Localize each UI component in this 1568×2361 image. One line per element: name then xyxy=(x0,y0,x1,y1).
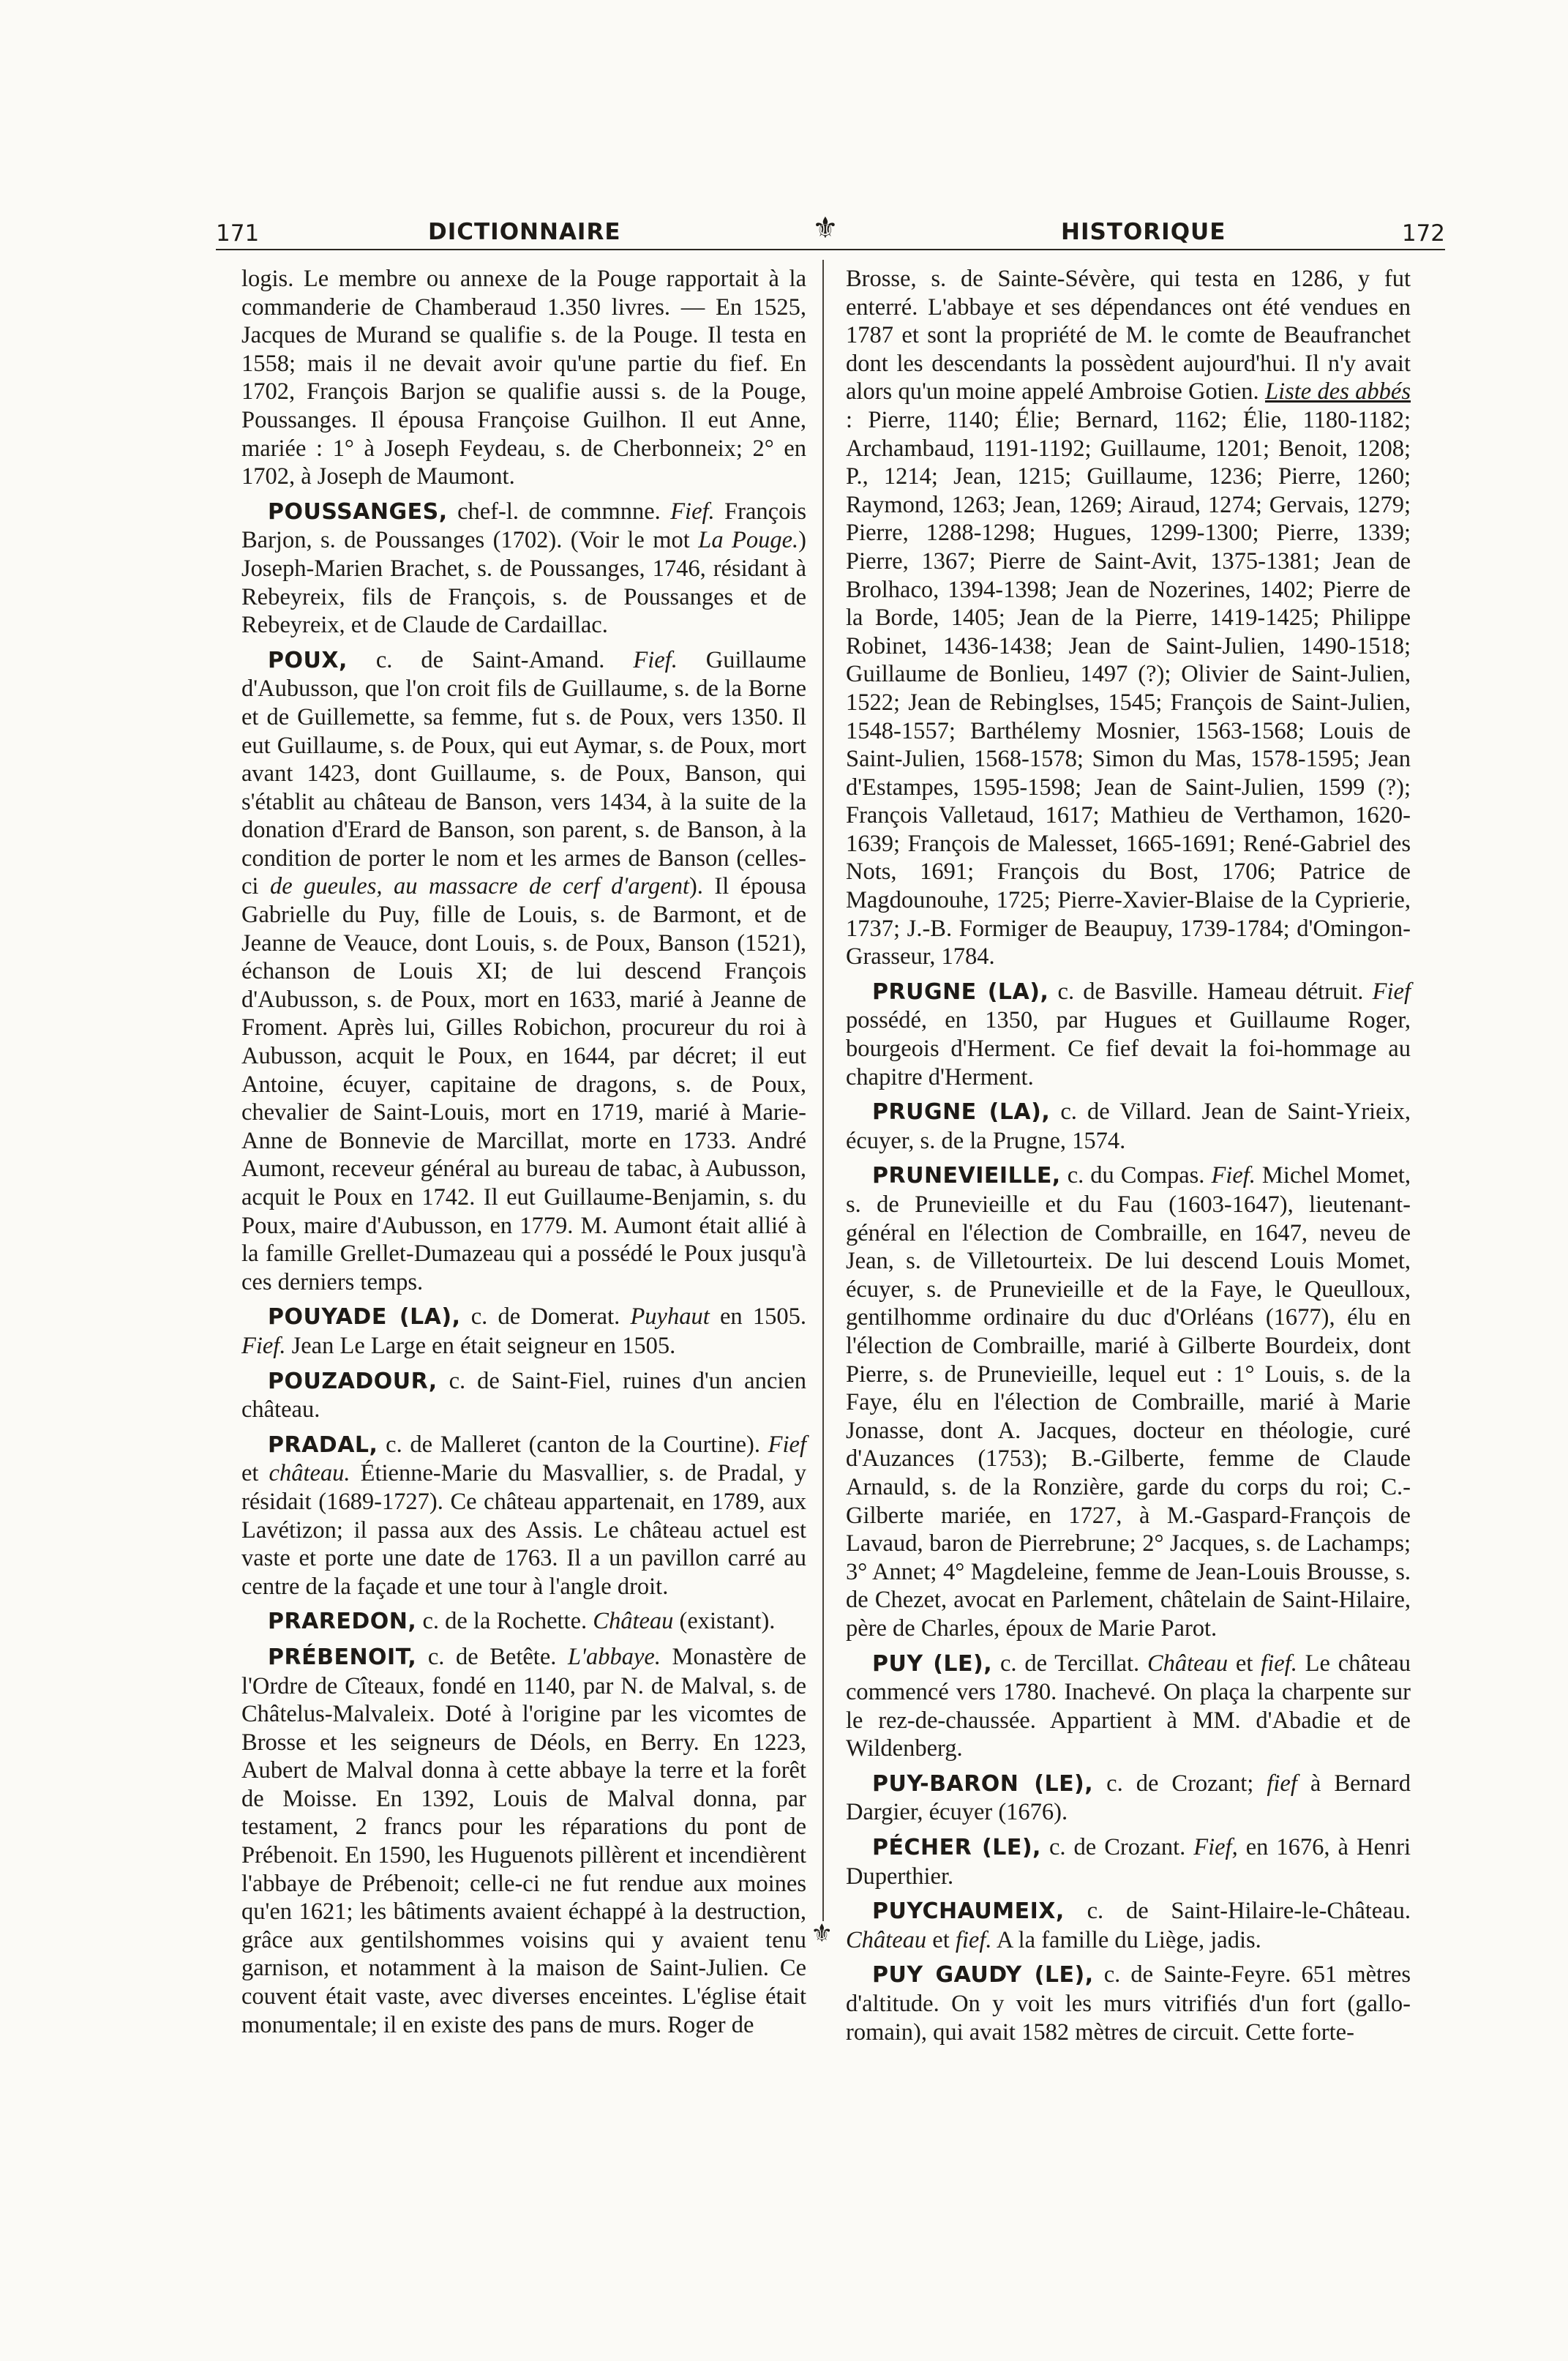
entry-praredon xyxy=(241,1607,806,1636)
entry-text: c. de Crozant; xyxy=(1093,1770,1267,1797)
entry-headword: PUY GAUDY (LE), xyxy=(872,1962,1094,1988)
entry-text: c. de Villard. Jean de Saint-Yrieix, écuyer, s. de la Prugne, 1574. xyxy=(846,1099,1411,1154)
entry-prugne-villard xyxy=(846,1098,1411,1155)
header-rule xyxy=(216,249,1445,250)
entry-text: c. de la Rochette. xyxy=(416,1608,593,1635)
entry-puy-baron xyxy=(846,1770,1411,1827)
entry-text: c. de Betête. xyxy=(416,1643,568,1670)
entry-headword: PRÉBENOIT, xyxy=(268,1644,417,1670)
entry-text: en 1676, à Henri Duperthier. xyxy=(846,1834,1411,1890)
entry-italic: La Pouge. xyxy=(698,527,799,554)
entry-italic: fief. xyxy=(955,1926,992,1953)
page-header xyxy=(216,214,1445,251)
entry-text: c. de Saint-Amand. xyxy=(347,646,634,673)
entry-pecher xyxy=(846,1833,1411,1890)
entry-text: Le château commencé vers 1780. Inachevé. On plaça la charpente sur le rez-de-chaussée. Appartient à MM. d'Abadie et de Wildenberg. xyxy=(846,1650,1411,1762)
entry-pradal xyxy=(241,1431,806,1601)
entry-italic: Liste des abbés xyxy=(1265,378,1411,405)
entry-italic: fief. xyxy=(1261,1650,1297,1677)
entry-text: possédé, en 1350, par Hugues et Guillaume Roger, bourgeois d'Herment. Ce fief devait la foi-hommage au chapitre d'Herment. xyxy=(846,1007,1411,1090)
entry-headword: POUSSANGES, xyxy=(268,498,448,525)
entry-text: c. de Sainte-Feyre. 651 mètres d'altitude. On y voit les murs vitrifiés d'un fort (gallo-romain), qui avait 1582 mètres de circuit. Cette forte- xyxy=(846,1961,1411,2046)
entry-headword: PÉCHER (LE), xyxy=(872,1835,1041,1861)
running-title-left: DICTIONNAIRE xyxy=(428,219,621,245)
entry-text: c. de Saint-Hilaire-le-Château. xyxy=(1064,1898,1411,1925)
entry-text: chef-l. de commnne. xyxy=(447,498,671,525)
entry-headword: PUY-BARON (LE), xyxy=(872,1770,1094,1797)
entry-italic: Fief xyxy=(768,1431,806,1458)
entry-continuation: logis. Le membre ou annexe de la Pouge rapportait à la commanderie de Chamberaud 1.350 livres. — En 1525, Jacques de Murand se qualifie s. de la Pouge. Il testa en 1558; mais il ne devait avoir qu'une partie du fief. En 1702, François Barjon se qualifie aussi s. de la Pouge, Poussanges. Il épousa Françoise Guilhon. Il eut Anne, mariée : 1° à Joseph Feydeau, s. de Cherbonneix; 2° en 1702, à Joseph de Maumont. xyxy=(241,266,806,490)
entry-text: : Pierre, 1140; Élie; Bernard, 1162; Élie, 1180-1182; Archambaud, 1191-1192; Guillaume, 1201; Benoit, 1208; P., 1214; Jean, 1215; Guillaume, 1236; Pierre, 1260; Raymond, 1263; Jean, 1269; Airaud, 1274; Gervais, 1279; Pierre, 1288-1298; Hugues, 1299-1300; Pierre, 1339; Pierre, 1367; Pierre de Saint-Avit, 1375-1381; Jean de Brolhaco, 1394-1398; Jean de Nozerines, 1402; Pierre de la Borde, 1405; Jean de la Pierre, 1419-1425; Philippe Robinet, 1436-1438; Jean de Saint-Julien, 1490-1518; Guillaume de Bonlieu, 1497 (?); Olivier de Saint-Julien, 1522; Jean de Rebinglses, 1545; François de Saint-Julien, 1548-1557; Barthélemy Mosnier, 1563-1568; Louis de Saint-Julien, 1568-1578; Simon du Mas, 1578-1595; Jean d'Estampes, 1595-1598; Jean de Saint-Julien, 1599 (?); François Valletaud, 1617; Mathieu de Verthamon, 1620-1639; François de Malesset, 1665-1691; René-Gabriel des Nots, 1691; François du Bost, 1706; Patrice de Magdounouhe, 1725; Pierre-Xavier-Blaise de la Cyprierie, 1737; J.-B. Formiger de Beaupuy, 1739-1784; d'Omingon-Grasseur, 1784. xyxy=(846,406,1411,970)
entry-italic: Château xyxy=(1147,1650,1228,1677)
entry-italic: L'abbaye. xyxy=(567,1643,661,1670)
column-divider xyxy=(822,260,824,1921)
entry-italic: Fief. xyxy=(633,646,678,673)
entry-text: Brosse, s. de Sainte-Sévère, qui testa en 1286, y fut enterré. L'abbaye et ses dépendances ont été vendues en 1787 et sont la propriété de M. le comte de Beaufranchet dont les descendants la possèdent aujourd'hui. Il n'y avait alors qu'un moine appelé Ambroise Gotien. xyxy=(846,266,1411,405)
running-title-right: HISTORIQUE xyxy=(1061,219,1226,245)
page-number-right: 172 xyxy=(1401,220,1445,247)
entry-italic: Fief. xyxy=(670,498,715,525)
entry-headword: PRUGNE (LA), xyxy=(872,1099,1051,1126)
entry-poux xyxy=(241,646,806,1297)
entry-text: c. de Malleret (canton de la Courtine). xyxy=(378,1431,768,1458)
entry-text: François Barjon, s. de Poussanges (1702). (Voir le mot xyxy=(241,498,806,554)
entry-headword: PUY (LE), xyxy=(872,1650,993,1677)
entry-headword: PRADAL, xyxy=(268,1432,378,1458)
entry-puy xyxy=(846,1650,1411,1763)
entry-poussanges xyxy=(241,498,806,640)
entry-italic: fief xyxy=(1267,1770,1297,1797)
entry-text: c. de Domerat. xyxy=(460,1303,631,1331)
entry-text: c. de Tercillat. xyxy=(992,1650,1147,1677)
entry-headword: POUZADOUR, xyxy=(268,1368,438,1394)
entry-text: et xyxy=(926,1926,956,1953)
entry-prebenoit xyxy=(241,1643,806,2039)
entry-text: ). Il épousa Gabrielle du Puy, fille de Louis, s. de Barmont, et de Jeanne de Veauce, dont Louis, s. de Poux, Banson (1521), échanson de Louis XI; de lui descend François d'Aubusson, s. de Poux, mort en 1633, marié à Jeanne de Froment. Après lui, Gilles Robichon, procureur du roi à Aubusson, acquit le Poux, en 1644, par décret; il eut Antoine, écuyer, capitaine de dragons, s. de Poux, chevalier de Saint-Louis, mort en 1719, marié à Marie-Anne de Bonnevie de Marcillat, morte en 1733. André Aumont, receveur général au bureau de tabac, à Aubusson, acquit le Poux en 1742. Il eut Guillaume-Benjamin, s. du Poux, maire d'Aubusson, en 1779. M. Aumont était allié à la famille Grellet-Dumazeau qui a possédé le Poux jusqu'à ces derniers temps. xyxy=(241,873,806,1295)
entry-text: Michel Momet, s. de Prunevieille et du Fau (1603-1647), lieutenant-général en l'élection de Combraille, en 1647, neveu de Jean, s. de Villetourteix. De lui descend Louis Momet, écuyer, s. de Prunevieille et de la Faye, le Queulloux, gentilhomme ordinaire du duc d'Orléans (1677), élu en l'élection de Combraille, marié à Gilberte Bourdeix, dont Pierre, s. de Prunevieille, lequel eut : 1° Louis, s. de la Faye, élu en l'élection de Combraille, marié à Marie Jonasse, dont A. Jacques, docteur en théologie, curé d'Auzances (1753); B.-Gilberte, femme de Claude Arnauld, s. de la Ronzière, garde du corps du roi; C.-Gilberte mariée, en 1727, à M.-Gaspard-François de Lavaud, baron de Pierrebrune; 2° Jacques, s. de Lachamps; 3° Annet; 4° Magdeleine, femme de Jean-Louis Brousse, s. de Chezet, avocat en Parlement, châtelain de Saint-Hilaire, père de Charles, époux de Marie Parot. xyxy=(846,1162,1411,1642)
entry-continuation xyxy=(846,265,1411,971)
entry-headword: POUX, xyxy=(268,647,348,673)
entry-text: Jean Le Large en était seigneur en 1505. xyxy=(285,1332,676,1359)
entry-text: en 1505. xyxy=(709,1303,806,1331)
page-number-left: 171 xyxy=(216,220,260,247)
entry-italic: Château xyxy=(846,1926,927,1953)
entry-italic: Fief. xyxy=(1211,1162,1256,1189)
entry-italic: Château xyxy=(593,1608,674,1635)
entry-headword: PUYCHAUMEIX, xyxy=(872,1898,1065,1925)
entry-italic: Fief xyxy=(1372,978,1411,1005)
entry-pouyade xyxy=(241,1303,806,1360)
entry-prunevieille xyxy=(846,1161,1411,1642)
entry-italic: Fief, xyxy=(1193,1834,1238,1861)
right-column xyxy=(846,265,1411,2053)
entry-text: (existant). xyxy=(673,1608,776,1635)
divider-ornament-icon: ⚜ xyxy=(811,1920,833,1947)
fleur-de-lis-icon: ⚜ xyxy=(812,212,839,245)
entry-text: c. de Saint-Fiel, ruines d'un ancien château. xyxy=(241,1367,806,1423)
entry-headword: PRUGNE (LA), xyxy=(872,979,1049,1005)
entry-text: et xyxy=(1228,1650,1261,1677)
entry-italic: Puyhaut xyxy=(630,1303,710,1331)
entry-text: Étienne-Marie du Masvallier, s. de Pradal, y résidait (1689-1727). Ce château appartenait, en 1789, aux Lavétizon; il passa aux des Assis. Le château actuel est vaste et porte une date de 1763. Il a un pavillon carré au centre de la façade et une tour à l'angle droit. xyxy=(241,1460,806,1600)
entry-text: A la famille du Liège, jadis. xyxy=(991,1926,1261,1953)
entry-headword: PRAREDON, xyxy=(268,1609,417,1635)
entry-pouzadour xyxy=(241,1367,806,1424)
entry-text: c. de Crozant. xyxy=(1040,1834,1194,1861)
entry-headword: POUYADE (LA), xyxy=(268,1304,461,1331)
entry-text: Monastère de l'Ordre de Cîteaux, fondé en 1140, par N. de Malval, s. de Châtelus-Malvaleix. Doté à l'origine par les vicomtes de Brosse et les seigneurs de Déols, en Berry. En 1223, Aubert de Malval donna à cette abbaye la terre et la forêt de Moisse. En 1392, Louis de Malval donna, par testament, 2 francs pour les réparations du pont de Prébenoit. En 1590, les Huguenots pillèrent et incendièrent l'abbaye de Prébenoit; celle-ci ne fut rendue aux moines qu'en 1621; les bâtiments avaient échappé à la destruction, grâce aux gentilshommes voisins qui y avaient tenu garnison, et notamment à la maison de Saint-Julien. Ce couvent était vaste, avec diverses enceintes. L'église était monumentale; il en existe des pans de murs. Roger de xyxy=(241,1643,806,2038)
entry-italic: Fief. xyxy=(241,1332,286,1359)
entry-text: c. du Compas. xyxy=(1060,1162,1212,1189)
entry-text: Guillaume d'Aubusson, que l'on croit fils de Guillaume, s. de la Borne et de Guillemette, sa femme, fut s. de Poux, vers 1350. Il eut Guillaume, s. de Poux, qui eut Aymar, s. de Poux, mort avant 1423, dont Guillaume, s. de Poux, Banson, qui s'établit au château de Banson, vers 1434, à la suite de la donation d'Erard de Banson, son parent, s. de Banson, à la condition de porter le nom et les armes de Banson (celles-ci xyxy=(241,646,806,900)
entry-headword: PRUNEVIEILLE, xyxy=(872,1163,1061,1189)
entry-text: et xyxy=(241,1460,269,1487)
left-column xyxy=(241,265,806,2046)
entry-puychaumeix xyxy=(846,1897,1411,1954)
entry-italic: de gueules, au massacre de cerf d'argent xyxy=(269,873,689,900)
entry-text: ) Joseph-Marien Brachet, s. de Poussanges, 1746, résidant à Rebeyreix, fils de François, s. de Poussanges et de Rebeyreix, et de Claude de Cardaillac. xyxy=(241,527,806,639)
entry-text: à Bernard Dargier, écuyer (1676). xyxy=(846,1770,1411,1826)
entry-italic: château. xyxy=(269,1460,350,1487)
entry-prugne-basville xyxy=(846,978,1411,1091)
entry-text: c. de Basville. Hameau détruit. xyxy=(1049,978,1373,1005)
entry-puy-gaudy xyxy=(846,1961,1411,2046)
